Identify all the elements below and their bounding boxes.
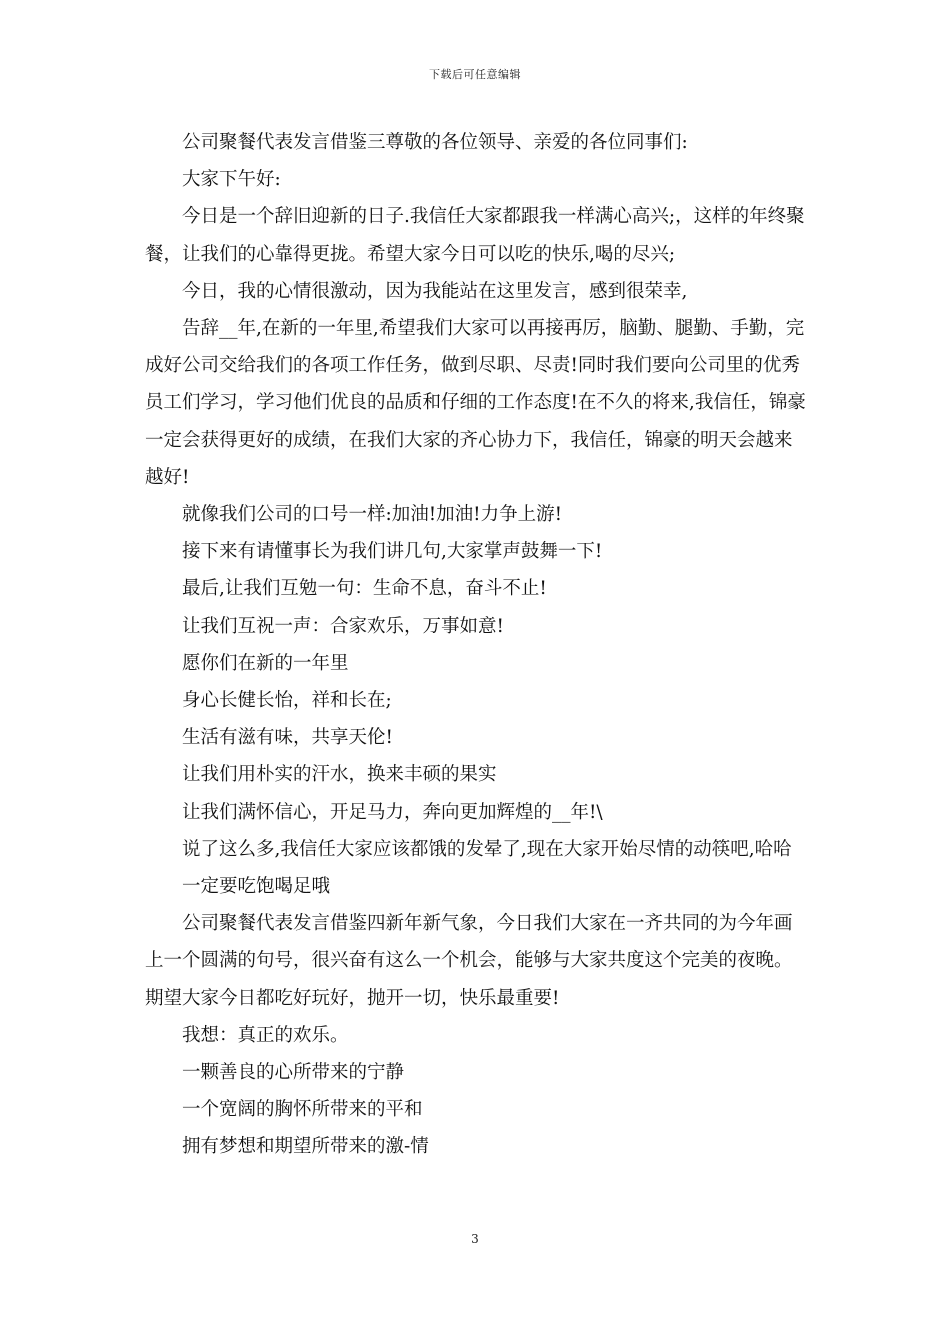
paragraph: 让我们互祝一声：合家欢乐，万事如意! xyxy=(182,615,504,637)
paragraph: 我想：真正的欢乐。 xyxy=(182,1024,349,1046)
paragraph: 身心长健长怡，祥和长在; xyxy=(182,690,392,712)
paragraph: 最后,让我们互勉一句：生命不息，奋斗不止! xyxy=(182,578,547,600)
paragraph: 愿你们在新的一年里 xyxy=(182,652,349,674)
paragraph: 告辞__年,在新的一年里,希望我们大家可以再接再厉，脑勤、腿勤、手勤，完成好公司交给我们的各项工作任务，做到尽职、尽责!同时我们要向公司里的优秀员工们学习，学习他们优良的品质和仔细的工作态度!在不久的将来,我信任，锦豪一定会获得更好的成绩，在我们大家的齐心协力下，我信任，锦豪的明天会越来越好! xyxy=(145,318,806,488)
page-header: 下载后可任意编辑 xyxy=(429,68,521,81)
paragraph: 今日是一个辞旧迎新的日子.我信任大家都跟我一样满心高兴;，这样的年终聚餐，让我们的心靠得更拢。希望大家今日可以吃的快乐,喝的尽兴; xyxy=(145,206,805,265)
paragraph: 让我们用朴实的汗水，换来丰硕的果实 xyxy=(182,764,497,786)
document-body xyxy=(145,124,810,1166)
paragraph: 今日，我的心情很激动，因为我能站在这里发言，感到很荣幸, xyxy=(182,280,688,302)
paragraph: 拥有梦想和期望所带来的激-情 xyxy=(182,1136,429,1158)
paragraph: 生活有滋有味，共享天伦! xyxy=(182,727,393,749)
paragraph: 公司聚餐代表发言借鉴三尊敬的各位领导、亲爱的各位同事们: xyxy=(182,132,688,153)
paragraph: 一定要吃饱喝足哦 xyxy=(182,876,331,898)
paragraph: 说了这么多,我信任大家应该都饿的发晕了,现在大家开始尽情的动筷吧,哈哈 xyxy=(182,838,792,860)
paragraph: 接下来有请懂事长为我们讲几句,大家掌声鼓舞一下! xyxy=(182,541,603,563)
paragraph: 让我们满怀信心，开足马力，奔向更加辉煌的__年!\ xyxy=(182,801,603,823)
page-number: 3 xyxy=(471,1232,479,1246)
paragraph: 大家下午好: xyxy=(182,169,281,191)
paragraph: 一颗善良的心所带来的宁静 xyxy=(182,1062,405,1084)
paragraph: 公司聚餐代表发言借鉴四新年新气象，今日我们大家在一齐共同的为今年画上一个圆满的句号，很兴奋有这么一个机会，能够与大家共度这个完美的夜晚。期望大家今日都吃好玩好，抛开一切，快乐最重要! xyxy=(145,913,793,1009)
paragraph: 一个宽阔的胸怀所带来的平和 xyxy=(182,1099,423,1121)
paragraph: 就像我们公司的口号一样:加油!加油!力争上游! xyxy=(182,504,563,526)
